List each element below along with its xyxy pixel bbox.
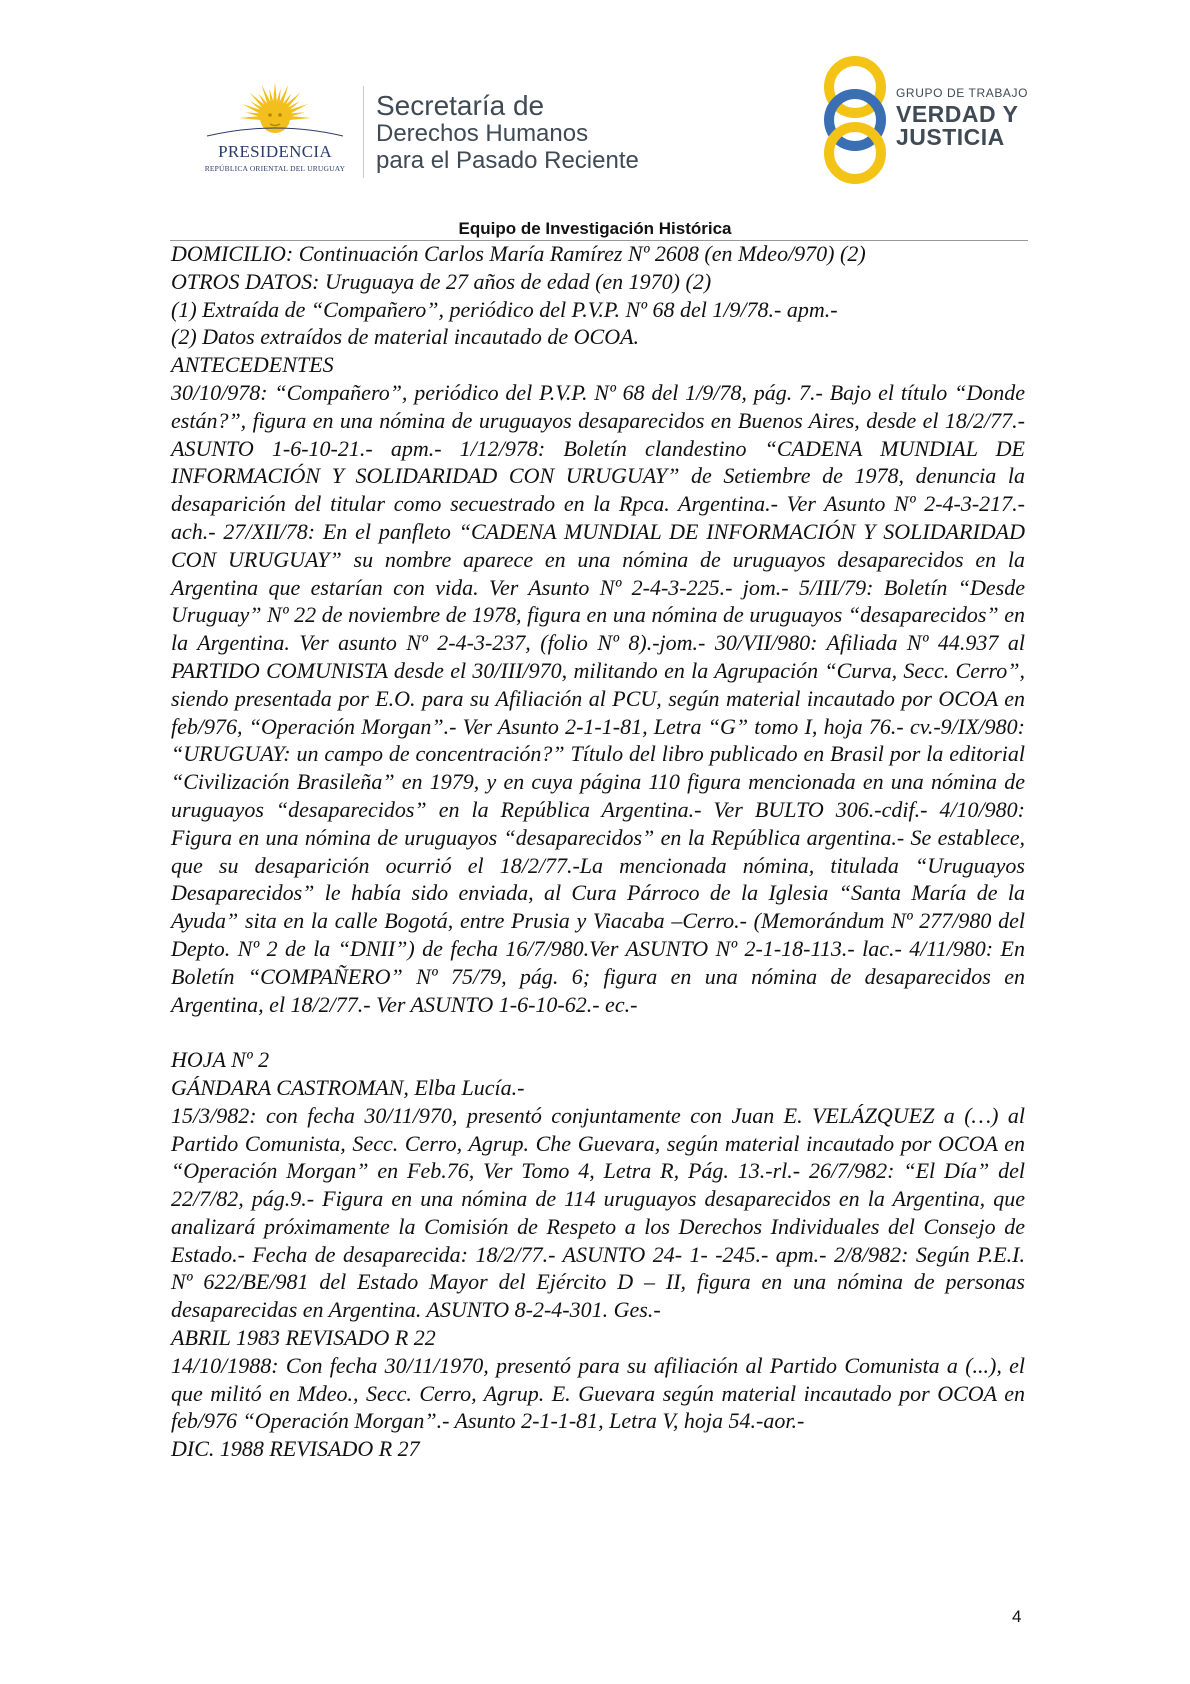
presidencia-subtitle: REPÚBLICA ORIENTAL DEL URUGUAY xyxy=(204,164,346,173)
verdad-justicia-rings-logo-icon xyxy=(815,55,895,185)
grupo-line2: VERDAD Y xyxy=(896,101,1019,127)
secretaria-line3: para el Pasado Reciente xyxy=(376,147,639,175)
antecedentes-paragraph: 30/10/978: “Compañero”, periódico del P.V.P. Nº 68 del 1/9/78, pág. 7.- Bajo el título “Donde están?”, figura en una nómina de uruguayos desaparecidos en Buenos Aires, desde el 18/2/77.- ASUNTO 1-6-10-21.- apm.- 1/12/978: Boletín clandestino “CADENA MUNDIAL DE INFORMACIÓN Y SOLIDARIDAD CON URUGUAY” de Setiembre de 1978, denuncia la desaparición del titular como secuestrado en la Rpca. Argentina.- Ver Asunto Nº 2-4-3-217.- ach.- 27/XII/78: En el panfleto “CADENA MUNDIAL DE INFORMACIÓN Y SOLIDARIDAD CON URUGUAY” su nombre aparece en una nómina de uruguayos desaparecidos en la Argentina que estarían con vida. Ver Asunto Nº 2-4-3-225.- jom.- 5/III/79: Boletín “Desde Uruguay” Nº 22 de noviembre de 1978, figura en una nómina de uruguayos “desaparecidos” en la Argentina. Ver asunto Nº 2-4-3-237, (folio Nº 8).-jom.- 30/VII/980: Afiliada Nº 44.937 al PARTIDO COMUNISTA desde el 30/III/970, militando en la Agrupación “Curva, Secc. Cerro”, siendo presentada por E.O. para su Afiliación al PCU, según material incautado por OCOA en feb/976, “Operación Morgan”.- Ver Asunto 2-1-1-81, Letra “G” tomo I, hoja 76.- cv.-9/IX/980: “URUGUAY: un campo de concentración?” Título del libro publicado en Brasil por la editorial “Civilización Brasileña” en 1979, y en cuya página 110 figura mencionada en una nómina de uruguayos “desaparecidos” en la República Argentina.- Ver BULTO 306.-cdif.- 4/10/980: Figura en una nómina de uruguayos “desaparecidos” en la República argentina.- Se establece, que su desaparición ocurrió el 18/2/77.-La mencionada nómina, titulada “Uruguayos Desaparecidos” le había sido enviada, al Cura Párroco de la Iglesia “Santa María de la Ayuda” sita en la calle Bogotá, entre Prusia y Viacaba –Cerro.- (Memorándum Nº 277/980 del Depto. Nº 2 de la “DNII”) de fecha 16/7/980.Ver ASUNTO Nº 2-1-18-113.- lac.- 4/11/980: En Boletín “COMPAÑERO” Nº 75/79, pág. 6; figura en una nómina de desaparecidos en Argentina, el 18/2/77.- Ver ASUNTO 1-6-10-62.- ec.- xyxy=(171,379,1025,1017)
grupo-line1: GRUPO DE TRABAJO xyxy=(896,86,1029,100)
hoja-paragraph: 15/3/982: con fecha 30/11/970, presentó conjuntamente con Juan E. VELÁZQUEZ a (…) al Partido Comunista, Secc. Cerro, Agrup. Che Guevara, según material incautado por OCOA en “Operación Morgan” en Feb.76, Ver Tomo 4, Letra R, Pág. 13.-rl.- 26/7/982: “El Día” del 22/7/82, pág.9.- Figura en una nómina de 114 uruguayos desaparecidos en la Argentina, que analizará próximamente la Comisión de Respeto a los Derechos Individuales del Consejo de Estado.- Fecha de desaparecida: 18/2/77.- ASUNTO 24- 1- -245.- apm.- 2/8/982: Según P.E.I. Nº 622/BE/981 del Estado Mayor del Ejército D – II, figura en una nómina de personas desaparecidas en Argentina. ASUNTO 8-2-4-301. Ges.- xyxy=(171,1102,1025,1323)
affiliation-paragraph: 14/10/1988: Con fecha 30/11/1970, presentó para su afiliación al Partido Comunista a (...), el que militó en Mdeo., Secc. Cerro, Agrup. E. Guevara según material incautado por OCOA en feb/976 “Operación Morgan”.- Asunto 2-1-1-81, Letra V, hoja 54.-aor.- xyxy=(171,1352,1025,1434)
secretaria-line2: Derechos Humanos xyxy=(376,120,589,148)
otros-datos-line: OTROS DATOS: Uruguaya de 27 años de edad (en 1970) (2) xyxy=(171,268,712,294)
subject-name: GÁNDARA CASTROMAN, Elba Lucía.- xyxy=(171,1074,525,1100)
blank-line xyxy=(171,1018,1025,1046)
footnote-1: (1) Extraída de “Compañero”, periódico del P.V.P. Nº 68 del 1/9/78.- apm.- xyxy=(171,296,838,322)
header-divider xyxy=(363,86,364,178)
footnote-2: (2) Datos extraídos de material incautado de OCOA. xyxy=(171,324,640,350)
secretaria-logo-text xyxy=(376,90,639,175)
grupo-line3: JUSTICIA xyxy=(896,124,1005,151)
domicilio-line: DOMICILIO: Continuación Carlos María Ramírez Nº 2608 (en Mdeo/970) (2) xyxy=(171,241,866,266)
page-number: 4 xyxy=(1012,1607,1022,1626)
revision-line-2: DIC. 1988 REVISADO R 27 xyxy=(171,1436,420,1462)
verdad-justicia-logo-text xyxy=(896,86,1028,150)
antecedentes-heading: ANTECEDENTES xyxy=(171,352,334,378)
secretaria-line1: Secretaría de xyxy=(376,90,545,121)
hoja-heading: HOJA Nº 2 xyxy=(171,1047,270,1073)
document-body xyxy=(171,240,1025,1463)
revision-line-1: ABRIL 1983 REVISADO R 22 xyxy=(171,1325,436,1351)
presidencia-name: PRESIDENCIA xyxy=(218,142,332,161)
team-title: Equipo de Investigación Histórica xyxy=(458,219,732,238)
